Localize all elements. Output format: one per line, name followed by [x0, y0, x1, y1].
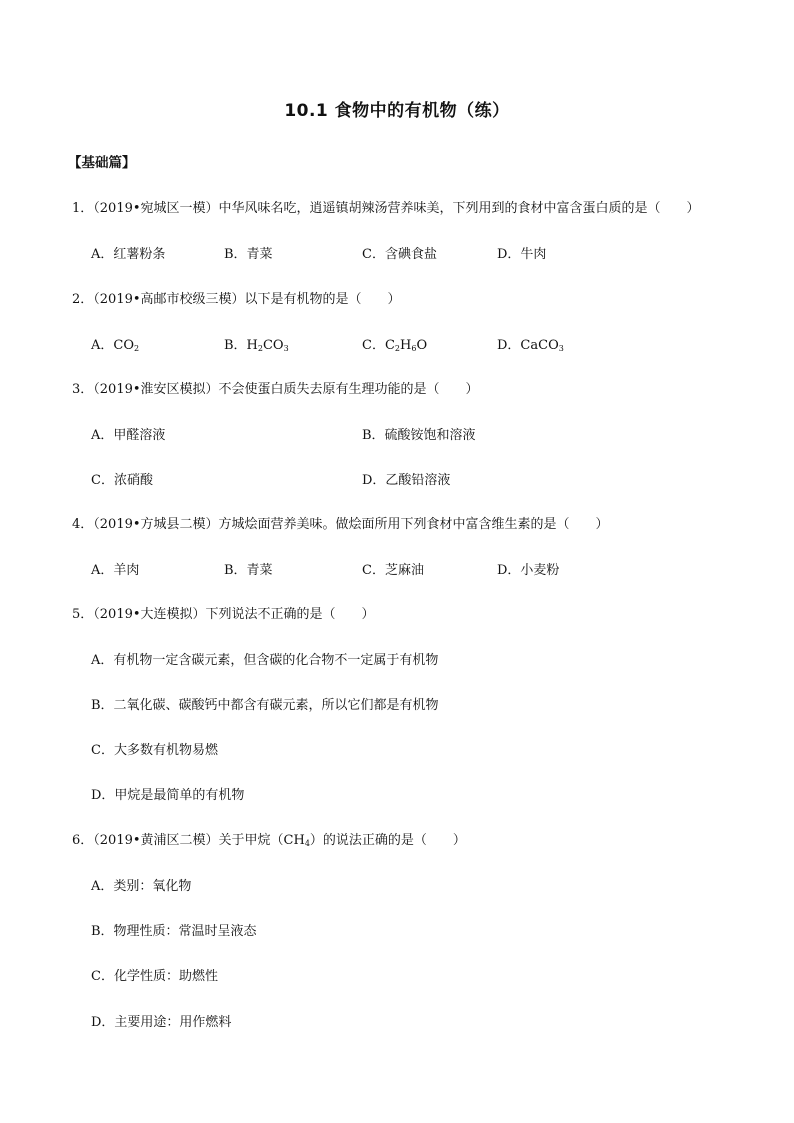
section-heading: 【基础篇】: [68, 155, 136, 171]
formula-text: B．H: [224, 338, 258, 353]
question-4-option-d: D．小麦粉: [497, 563, 560, 578]
question-4-option-a: A．羊肉: [91, 563, 140, 578]
question-1-option-c: C．含碘食盐: [362, 247, 437, 262]
question-6-option-b: B．物理性质：常温时呈液态: [91, 924, 257, 939]
question-6-option-c: C．化学性质：助燃性: [91, 969, 218, 984]
question-4-stem: 4．（2019•方城县二模）方城烩面营养美味。做烩面所用下列食材中富含维生素的是（ ）: [72, 517, 609, 532]
question-3-option-d: D．乙酸铅溶液: [362, 473, 451, 488]
question-5-option-a: A．有机物一定含碳元素，但含碳的化合物不一定属于有机物: [91, 653, 439, 668]
question-2-option-d: [497, 334, 564, 353]
question-2-option-b: [224, 334, 289, 353]
question-3-option-a: A．甲醛溶液: [91, 428, 166, 443]
question-5-option-c: C．大多数有机物易燃: [91, 743, 218, 758]
formula-text: O: [416, 338, 428, 353]
formula-subscript: 6: [411, 344, 417, 353]
formula-subscript: 3: [558, 344, 564, 353]
question-1-option-a: A．红薯粉条: [91, 247, 166, 262]
formula-text: D．CaCO: [497, 338, 559, 353]
formula-subscript: 4: [304, 839, 310, 848]
question-6-stem-text: 6．（2019•黄浦区二模）关于甲烷（CH: [72, 833, 305, 848]
question-3-option-b: B．硫酸铵饱和溶液: [362, 428, 476, 443]
question-6-option-a: A．类别：氧化物: [91, 879, 192, 894]
formula-text: CO: [262, 338, 284, 353]
question-5-option-d: D．甲烷是最简单的有机物: [91, 788, 245, 803]
question-4-option-c: C．芝麻油: [362, 563, 424, 578]
question-4-option-b: B．青菜: [224, 563, 273, 578]
formula-subscript: 2: [134, 344, 140, 353]
question-3-stem: 3．（2019•淮安区模拟）不会使蛋白质失去原有生理功能的是（ ）: [72, 382, 479, 397]
question-5-stem: 5．（2019•大连模拟）下列说法不正确的是（ ）: [72, 607, 375, 622]
question-1-option-b: B．青菜: [224, 247, 273, 262]
question-2-stem: 2．（2019•高邮市校级三模）以下是有机物的是（ ）: [72, 292, 401, 307]
formula-subscript: 3: [283, 344, 289, 353]
question-6-stem: [72, 829, 466, 848]
question-6-stem-text: ）的说法正确的是（ ）: [309, 833, 466, 848]
document-title: 10.1 食物中的有机物（练）: [284, 101, 510, 121]
formula-subscript: 2: [257, 344, 263, 353]
question-5-option-b: B．二氧化碳、碳酸钙中都含有碳元素，所以它们都是有机物: [91, 698, 439, 713]
question-2-option-a: [91, 334, 139, 353]
question-3-option-c: C．浓硝酸: [91, 473, 153, 488]
question-6-option-d: D．主要用途：用作燃料: [91, 1015, 232, 1030]
question-1-option-d: D．牛肉: [497, 247, 547, 262]
formula-subscript: 2: [394, 344, 400, 353]
formula-text: C．C: [362, 338, 395, 353]
question-2-option-c: [362, 334, 427, 353]
question-1-stem: 1．（2019•宛城区一模）中华风味名吃，逍遥镇胡辣汤营养味美，下列用到的食材中富含蛋白质的是（ ）: [72, 201, 700, 216]
formula-text: H: [400, 338, 412, 353]
formula-text: A．CO: [91, 338, 134, 353]
